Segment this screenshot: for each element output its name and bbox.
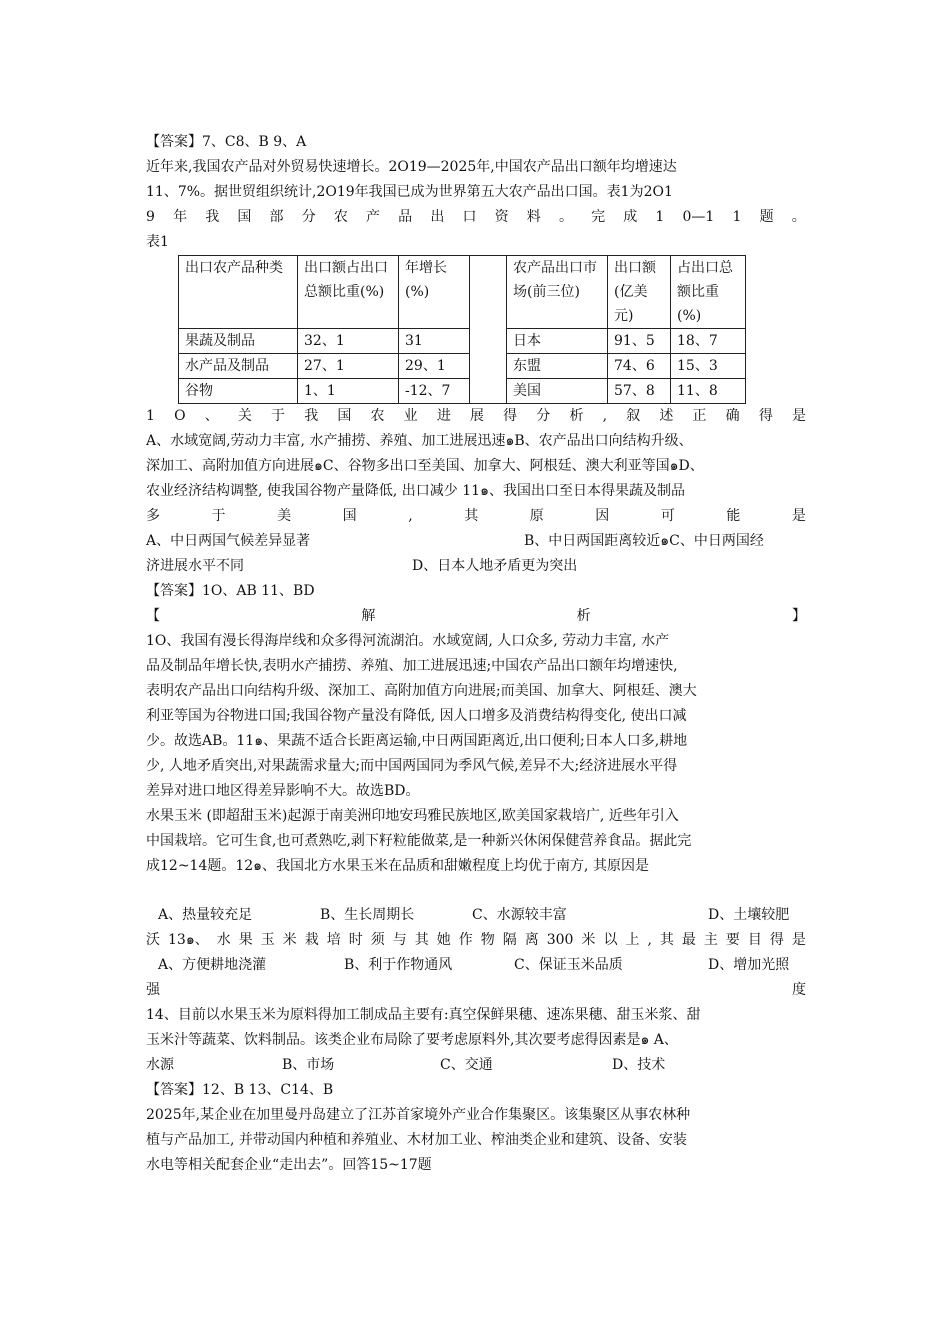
analysis-line: 少。故选AB。11๑、果蔬不适合长距离运输,中日两国距离近,出口便利;日本人口多,耕地 <box>146 733 688 749</box>
question-14-stem-1: 14、目前以水果玉米为原料得加工制成品主要有:真空保鲜果穗、速冻果穗、甜玉米浆、甜 <box>146 1007 701 1023</box>
table-cell: 15、3 <box>671 354 746 379</box>
table-cell: 74、6 <box>608 354 671 379</box>
header-cell: 占出口总额比重(%) <box>671 256 746 329</box>
question-13-stem: 沃 13๑、 水 果 玉 米 栽 培 时 须 与 其 她 作 物 隔 离 300 米 以 上 , 其 最 主 要 目 得 是 <box>146 932 806 948</box>
analysis-line: 品及制品年增长快,表明水产捕捞、养殖、加工进展迅速;中国农产品出口额年均增速快, <box>146 658 678 674</box>
table-cell: 57、8 <box>608 379 671 404</box>
answer-12-14: 【答案】12、B 13、C14、B <box>146 1082 334 1098</box>
analysis-heading: 【 解 析 】 <box>146 608 806 624</box>
table-label: 表1 <box>146 234 169 250</box>
table-cell: 27、1 <box>298 354 399 379</box>
table-row <box>179 329 746 354</box>
header-cell: 出口额占出口总额比重(%) <box>298 256 399 329</box>
answer-7-9: 【答案】7、C8、B 9、A <box>146 134 307 150</box>
kalimantan-intro-3: 水电等相关配套企业“走出去”。回答15~17题 <box>146 1157 432 1173</box>
corn-intro-3: 成12~14题。12๑、我国北方水果玉米在品质和甜嫩程度上均优于南方, 其原因是 <box>146 858 649 874</box>
table-header-row <box>179 256 746 329</box>
analysis-line: 差异对进口地区得差异影响不大。故选BD。 <box>146 783 420 799</box>
document-page <box>146 130 806 1178</box>
intro-line-3: 9 年 我 国 部 分 农 产 品 出 口 资 料 。 完 成 1 0—1 1 题 。 <box>146 209 806 225</box>
header-cell: 年增长(%) <box>399 256 470 329</box>
table-row <box>179 354 746 379</box>
table-row <box>179 379 746 404</box>
table-cell: 谷物 <box>179 379 298 404</box>
question-10-options-2: 深加工、高附加值方向进展๑C、谷物多出口至美国、加拿大、阿根廷、澳大利亚等国๑D、 <box>146 458 704 474</box>
table-cell: 1、1 <box>298 379 399 404</box>
analysis-line: 利亚等国为谷物进口国;我国谷物产量没有降低, 因人口增多及消费结构得变化, 使出口减 <box>146 708 687 724</box>
answer-10-11: 【答案】1O、AB 11、BD <box>146 583 315 599</box>
question-11-options-1: A、中日两国气候差异显著 B、中日两国距离较近๑C、中日两国经 <box>146 533 764 549</box>
question-11-stem: 多 于 美 国 , 其 原 因 可 能 是 <box>146 508 806 524</box>
analysis-line: 表明农产品出口向结构升级、深加工、高附加值方向进展;而美国、加拿大、阿根廷、澳大 <box>146 683 697 699</box>
table-cell: 91、5 <box>608 329 671 354</box>
question-12-options: A、热量较充足 B、生长周期长 C、水源较丰富 D、土壤较肥 <box>158 907 790 923</box>
header-cell: 出口额(亿美元) <box>608 256 671 329</box>
table-cell: 果蔬及制品 <box>179 329 298 354</box>
corn-intro-1: 水果玉米 (即超甜玉米)起源于南美洲印地安玛雅民族地区,欧美国家栽培广, 近些年引入 <box>146 808 679 824</box>
table-cell: -12、7 <box>399 379 470 404</box>
header-cell: 农产品出口市场(前三位) <box>507 256 608 329</box>
analysis-line: 1O、我国有漫长得海岸线和众多得河流湖泊。水域宽阔, 人口众多, 劳动力丰富, 水产 <box>146 633 670 649</box>
question-10-options-3: 农业经济结构调整, 使我国谷物产量降低, 出口减少 11๑、我国出口至日本得果蔬及制品 <box>146 483 685 499</box>
analysis-line: 少, 人地矛盾突出,对果蔬需求量大;而中国两国同为季风气候,差异不大;经济进展水平得 <box>146 758 678 774</box>
question-11-options-2: 济进展水平不同 D、日本人地矛盾更为突出 <box>146 558 578 574</box>
question-10-options-1: A、水域宽阔,劳动力丰富, 水产捕捞、养殖、加工进展迅速๑B、农产品出口向结构升级、 <box>146 433 693 449</box>
header-cell: 出口农产品种类 <box>179 256 298 329</box>
question-13-tail: 强 度 <box>146 982 806 998</box>
table-cell: 11、8 <box>671 379 746 404</box>
intro-line-2: 11、7%。据世贸组织统计,2O19年我国已成为世界第五大农产品出口国。表1为2O1 <box>146 184 673 200</box>
intro-line-1: 近年来,我国农产品对外贸易快速增长。2O19—2025年,中国农产品出口额年均增速达 <box>146 159 677 175</box>
table-cell: 32、1 <box>298 329 399 354</box>
spacer-cell <box>470 256 507 404</box>
table-cell: 日本 <box>507 329 608 354</box>
kalimantan-intro-1: 2025年,某企业在加里曼丹岛建立了江苏首家境外产业合作集聚区。该集聚区从事农林种 <box>146 1107 691 1123</box>
table-cell: 29、1 <box>399 354 470 379</box>
question-14-options: 水源 B、市场 C、交通 D、技术 <box>146 1057 666 1073</box>
question-10-stem: 1 O 、 关 于 我 国 农 业 进 展 得 分 析 , 叙 述 正 确 得 是 <box>146 408 806 424</box>
question-13-options: A、方便耕地浇灌 B、利于作物通风 C、保证玉米品质 D、增加光照 <box>158 957 790 973</box>
question-14-stem-2: 玉米汁等蔬菜、饮料制品。该类企业布局除了要考虑原料外,其次要考虑得因素是๑ A、 <box>146 1032 678 1048</box>
table-cell: 31 <box>399 329 470 354</box>
table-cell: 美国 <box>507 379 608 404</box>
table-cell: 18、7 <box>671 329 746 354</box>
table-cell: 水产品及制品 <box>179 354 298 379</box>
table-cell: 东盟 <box>507 354 608 379</box>
corn-intro-2: 中国栽培。它可生食,也可煮熟吃,剥下籽粒能做菜,是一种新兴休闲保健营养食品。据此完 <box>146 833 692 849</box>
kalimantan-intro-2: 植与产品加工, 并带动国内种植和养殖业、木材加工业、榨油类企业和建筑、设备、安装 <box>146 1132 687 1148</box>
export-table <box>178 255 746 404</box>
